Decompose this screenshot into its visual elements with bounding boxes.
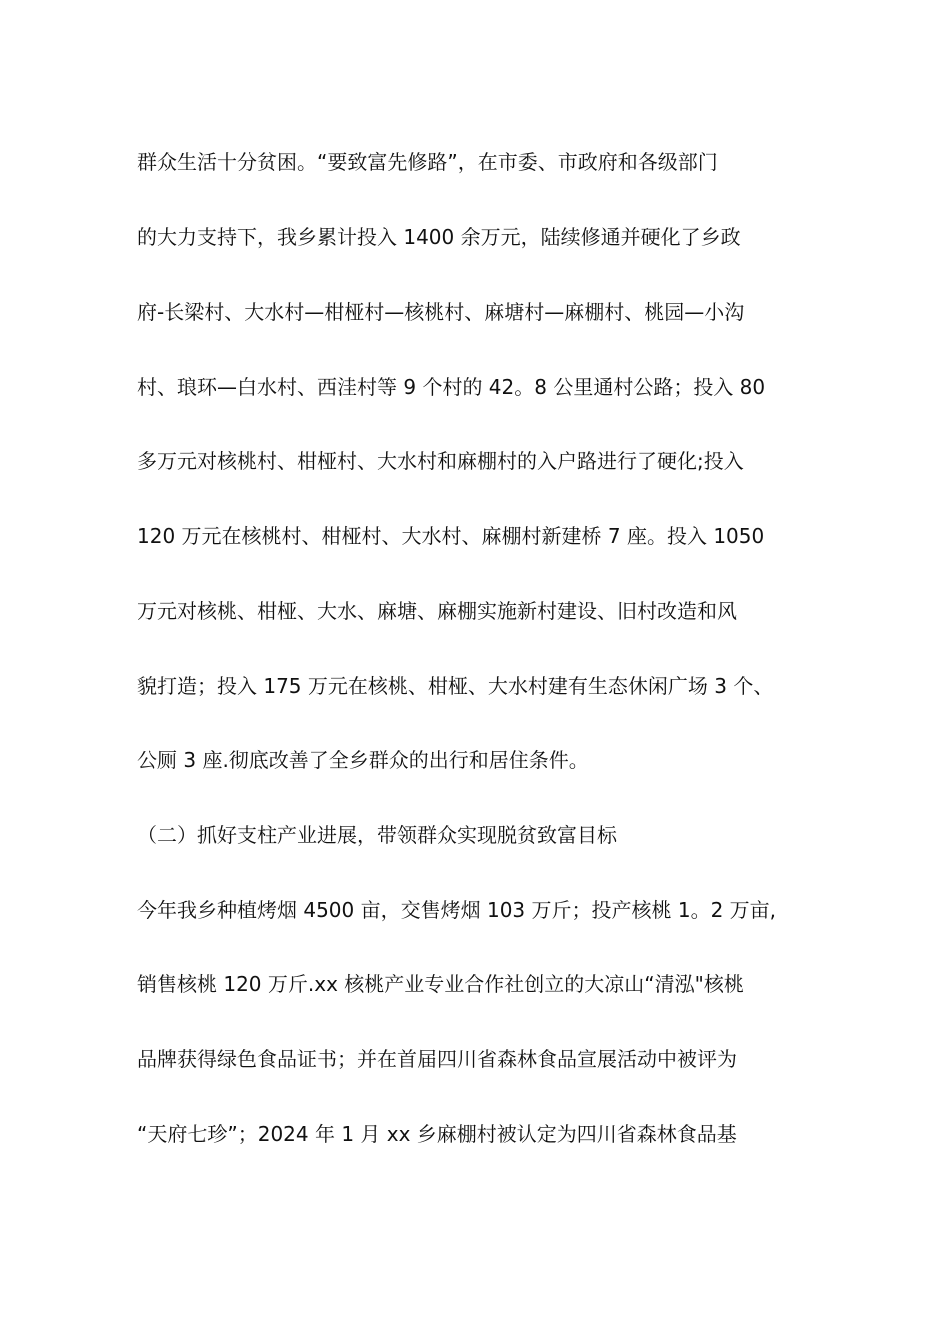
section-heading: （二）抓好支柱产业进展，带领群众实现脱贫致富目标 [137,823,617,847]
paragraph-line: “天府七珍”；2024 年 1 月 xx 乡麻棚村被认定为四川省森林食品基 [137,1122,737,1146]
paragraph-line: 120 万元在核桃村、柑桠村、大水村、麻棚村新建桥 7 座。投入 1050 [137,524,765,548]
paragraph-line: 品牌获得绿色食品证书；并在首届四川省森林食品宣展活动中被评为 [137,1047,737,1071]
paragraph-line: 今年我乡种植烤烟 4500 亩，交售烤烟 103 万斤；投产核桃 1。2 万亩, [137,898,777,922]
paragraph-line: 群众生活十分贫困。“要致富先修路”，在市委、市政府和各级部门 [137,150,718,174]
paragraph-line: 万元对核桃、柑桠、大水、麻塘、麻棚实施新村建设、旧村改造和风 [137,599,737,623]
paragraph-line: 貌打造；投入 175 万元在核桃、柑桠、大水村建有生态休闲广场 3 个、 [137,674,774,698]
paragraph-line: 多万元对核桃村、柑桠村、大水村和麻棚村的入户路进行了硬化;投入 [137,449,744,473]
paragraph-line: 销售核桃 120 万斤.xx 核桃产业专业合作社创立的大凉山“清泓"核桃 [137,972,744,996]
paragraph-line: 公厕 3 座.彻底改善了全乡群众的出行和居住条件。 [137,748,589,772]
paragraph-line: 的大力支持下，我乡累计投入 1400 余万元，陆续修通并硬化了乡政 [137,225,741,249]
paragraph-line: 村、琅环—白水村、西洼村等 9 个村的 42。8 公里通村公路；投入 80 [137,375,766,399]
paragraph-line: 府-长梁村、大水村—柑桠村—核桃村、麻塘村—麻棚村、桃园—小沟 [137,300,745,324]
